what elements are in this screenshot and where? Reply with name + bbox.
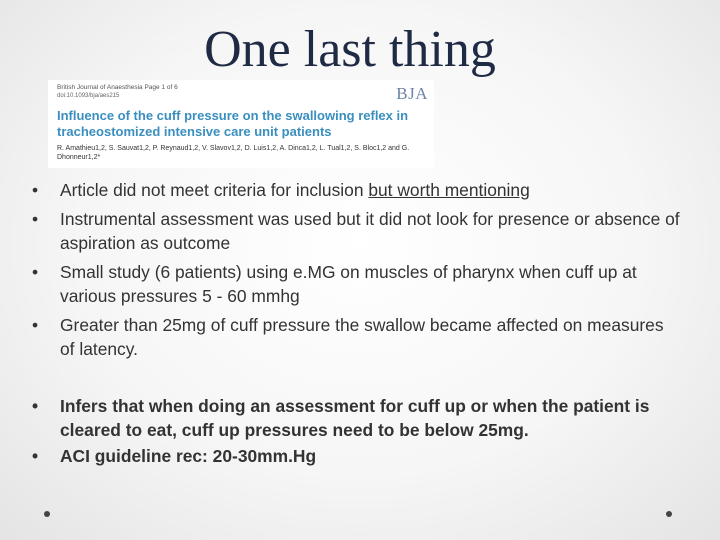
- bullet-item: [0, 313, 720, 361]
- slide-title: One last thing: [204, 21, 496, 78]
- bullet-item: [0, 207, 720, 255]
- bullet-text: Small study (6 patients) using e.MG on muscles of pharynx when cuff up at various pressures 5 - 60 mmhg: [60, 262, 637, 306]
- bullet-item: [0, 260, 720, 308]
- bullet-text: Article did not meet criteria for inclusion: [60, 180, 369, 200]
- bullet-dot: •: [32, 315, 39, 335]
- bullet-dot: •: [32, 209, 39, 229]
- bullet-item: [0, 444, 720, 468]
- bullet-text: Instrumental assessment was used but it did not look for presence or absence of aspiration as outcome: [60, 209, 680, 253]
- article-clipping-image: [48, 80, 434, 168]
- paper-authors: R. Amathieu1,2, S. Sauvat1,2, P. Reynaud1,2, V. Slavov1,2, D. Luis1,2, A. Dinca1,2, L. Tual1,2, S. Bloc1,2 and G. Dhonneur1,2*: [57, 145, 410, 161]
- bullet-dot: •: [32, 262, 39, 282]
- bullet-list-findings: [0, 178, 720, 366]
- bullet-dot: •: [32, 180, 39, 200]
- bullet-dot: •: [32, 396, 39, 416]
- bullet-item: [0, 394, 720, 442]
- bullet-underlined-text: but worth mentioning: [368, 180, 530, 200]
- bullet-list-recommendations: [0, 394, 720, 470]
- bullet-dot: •: [32, 446, 39, 466]
- doi-line: doi:10.1093/bja/aes215: [57, 93, 120, 99]
- paper-title: Influence of the cuff pressure on the swallowing reflex in tracheostomized intensive care unit patients: [57, 108, 409, 139]
- decorative-dot-left: [44, 511, 50, 517]
- bullet-text: ACI guideline rec: 20-30mm.Hg: [60, 446, 317, 466]
- bullet-text: Infers that when doing an assessment for cuff up or when the patient is cleared to eat, cuff up pressures need to be below 25mg.: [60, 396, 650, 440]
- bullet-item: [0, 178, 720, 202]
- bullet-text: Greater than 25mg of cuff pressure the swallow became affected on measures of latency.: [60, 315, 664, 359]
- bja-logo: BJA: [396, 84, 428, 103]
- decorative-dot-right: [666, 511, 672, 517]
- journal-line: British Journal of Anaesthesia Page 1 of 6: [57, 84, 178, 91]
